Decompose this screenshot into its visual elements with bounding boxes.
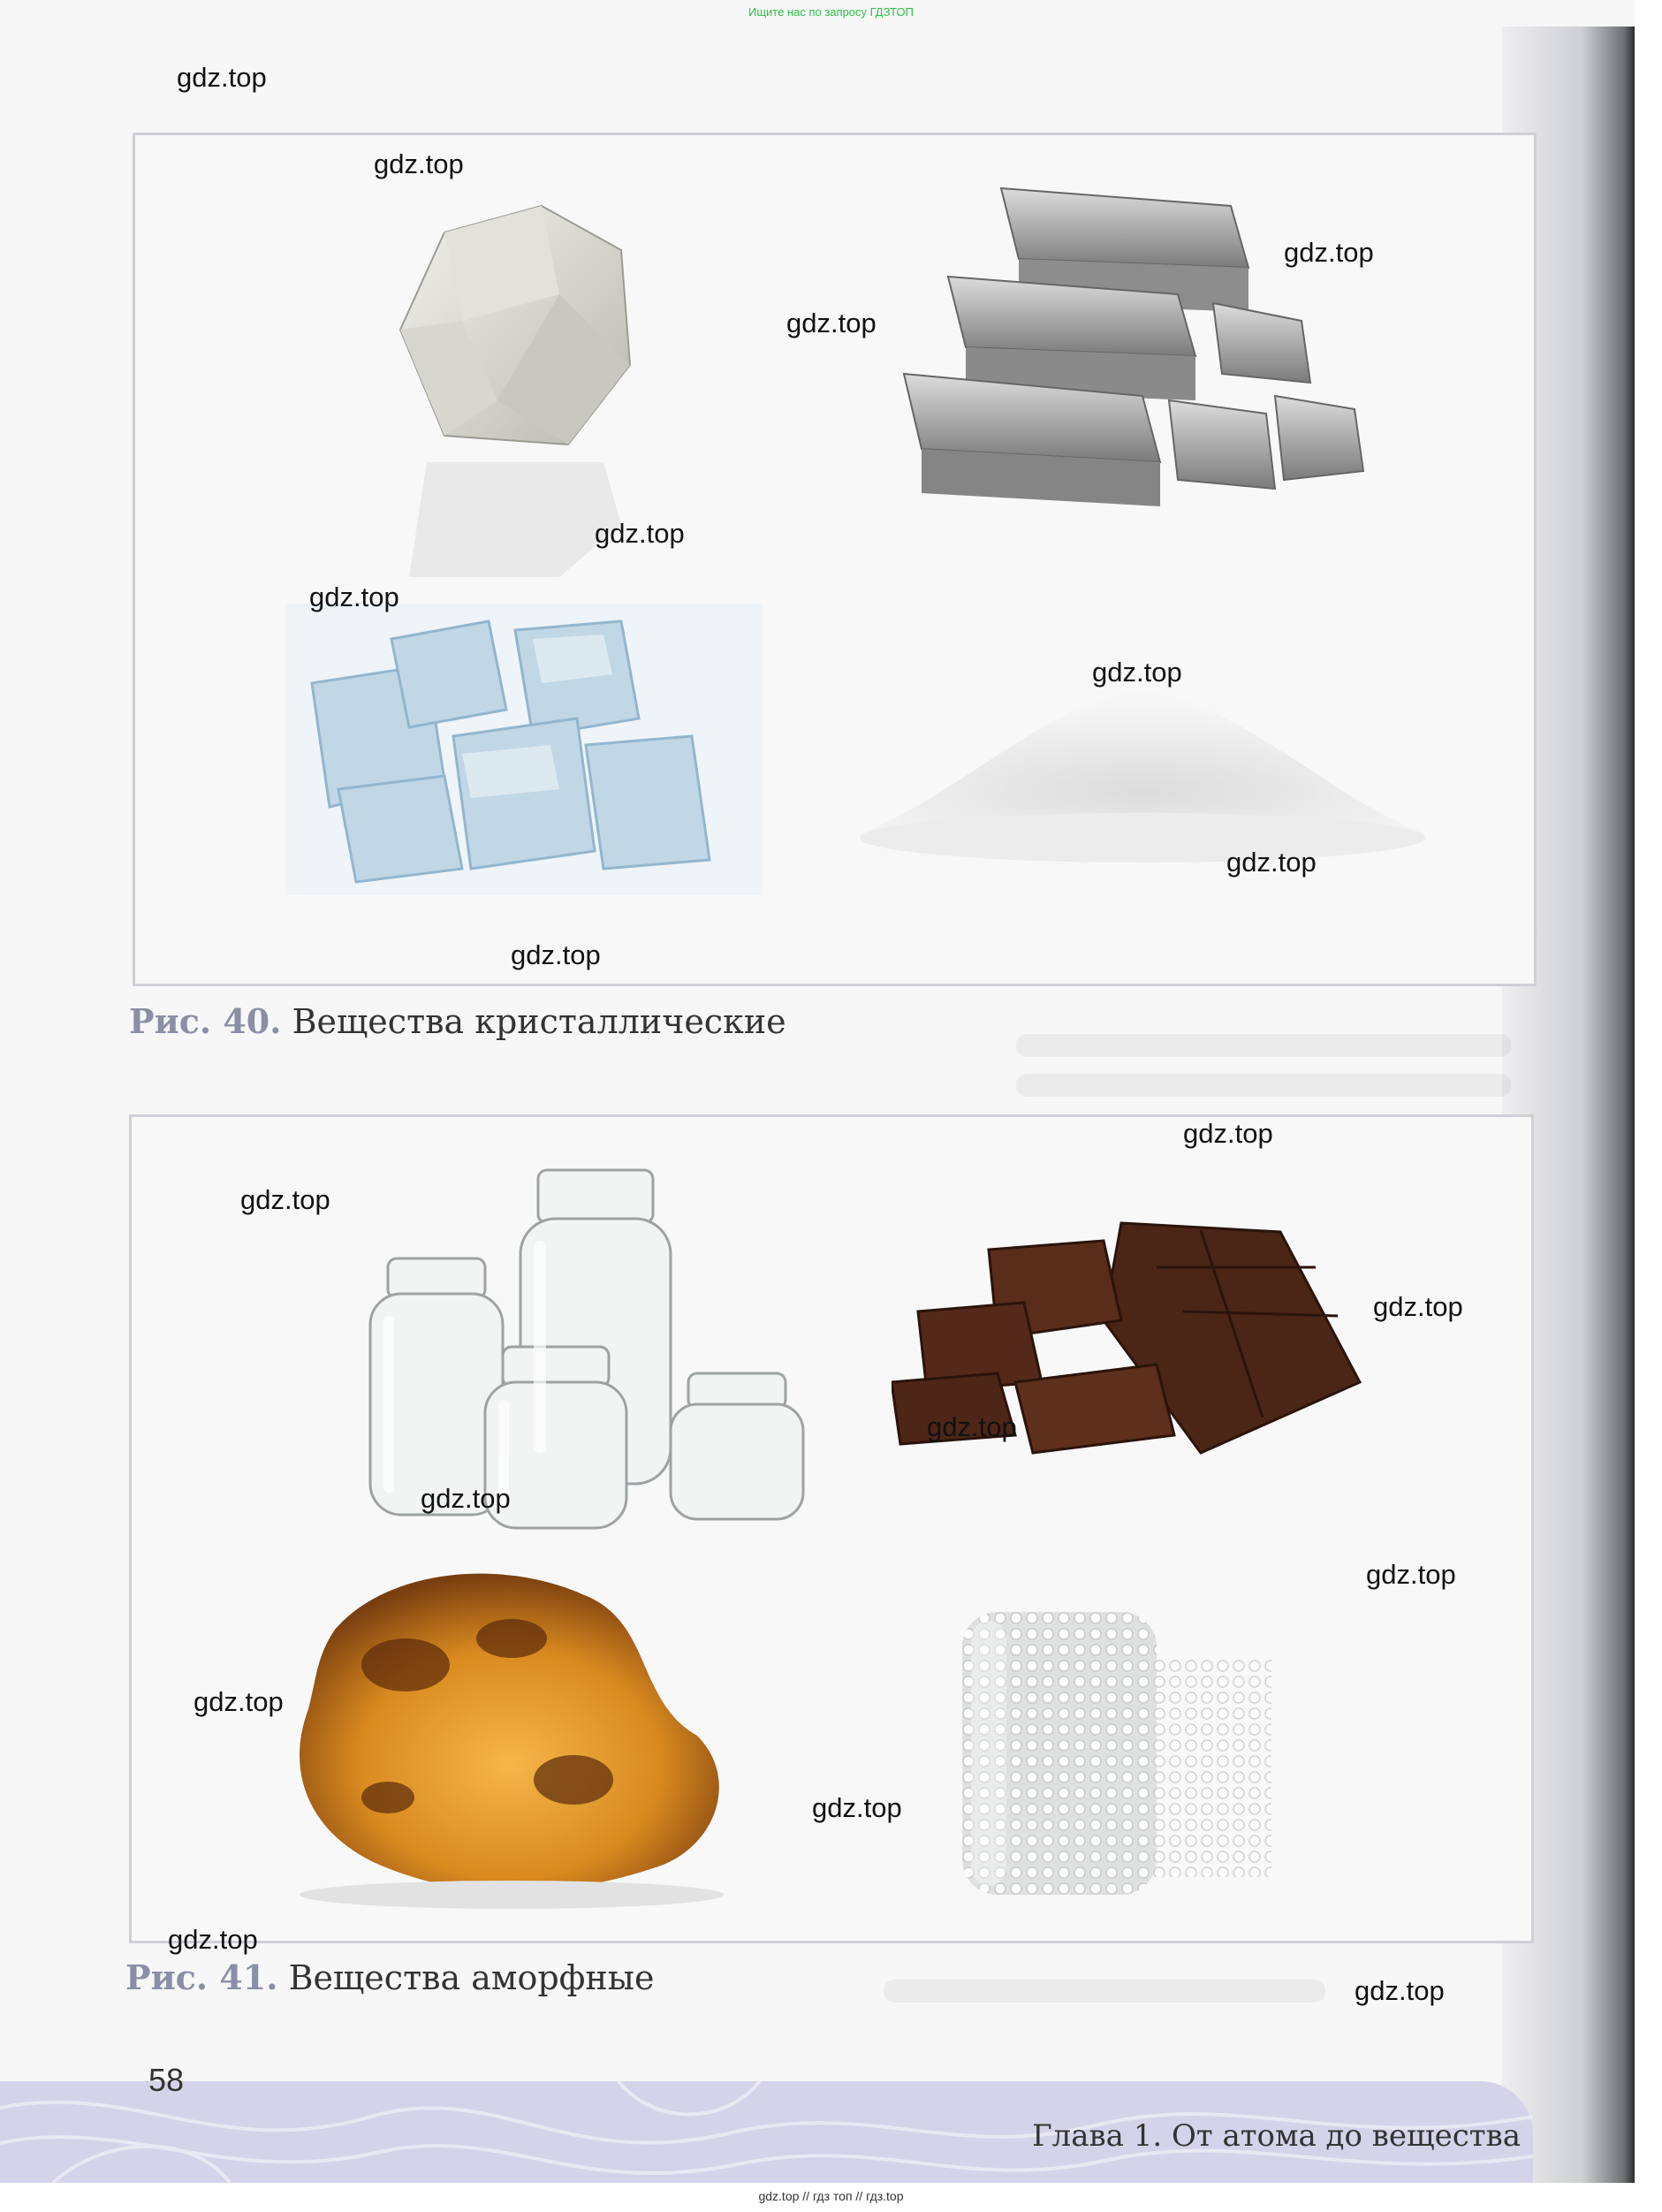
metal-ingots-image bbox=[895, 171, 1390, 542]
bleed-through-text bbox=[884, 1980, 1325, 2003]
watermark: gdz.top bbox=[1366, 1559, 1456, 1590]
watermark: gdz.top bbox=[421, 1483, 511, 1514]
bottom-credits: gdz.top // гдз топ // гдз.top bbox=[758, 2189, 904, 2203]
figure-40-frame bbox=[133, 133, 1537, 986]
watermark: gdz.top bbox=[595, 518, 685, 549]
chapter-title: Глава 1. От атома до вещества bbox=[1032, 2118, 1521, 2154]
figure-40-caption bbox=[129, 1001, 786, 1041]
watermark: gdz.top bbox=[927, 1411, 1017, 1442]
page-number: 58 bbox=[148, 2062, 185, 2098]
amber-piece-image bbox=[282, 1559, 741, 1912]
bleed-through-text bbox=[1016, 1034, 1511, 1057]
watermark: gdz.top bbox=[1183, 1118, 1273, 1149]
figure-41-frame bbox=[129, 1114, 1534, 1943]
watermark: gdz.top bbox=[240, 1184, 330, 1215]
bleed-through-text bbox=[1016, 1074, 1511, 1097]
watermark: gdz.top bbox=[1092, 657, 1182, 688]
watermark: gdz.top bbox=[168, 1924, 258, 1955]
watermark: gdz.top bbox=[309, 582, 399, 612]
figure-41-title: Вещества аморфные bbox=[288, 1958, 655, 1997]
watermark: gdz.top bbox=[1355, 1975, 1445, 2006]
watermark: gdz.top bbox=[511, 939, 601, 970]
ice-cubes-image bbox=[285, 604, 763, 895]
watermark: gdz.top bbox=[1226, 847, 1317, 878]
watermark: gdz.top bbox=[1284, 237, 1374, 268]
figure-40-title: Вещества кристаллические bbox=[292, 1002, 786, 1041]
figure-40-number: Рис. 40. bbox=[129, 1001, 282, 1041]
top-banner: Ищите нас по запросу ГДЗТОП bbox=[748, 5, 914, 19]
bubble-wrap-roll-image bbox=[945, 1594, 1280, 1912]
watermark: gdz.top bbox=[194, 1686, 284, 1717]
watermark: gdz.top bbox=[786, 308, 877, 338]
figure-41-number: Рис. 41. bbox=[125, 1957, 278, 1997]
figure-41-caption bbox=[125, 1957, 654, 1997]
watermark: gdz.top bbox=[374, 148, 464, 179]
watermark: gdz.top bbox=[177, 62, 267, 93]
watermark: gdz.top bbox=[1373, 1291, 1463, 1322]
watermark: gdz.top bbox=[812, 1792, 902, 1823]
